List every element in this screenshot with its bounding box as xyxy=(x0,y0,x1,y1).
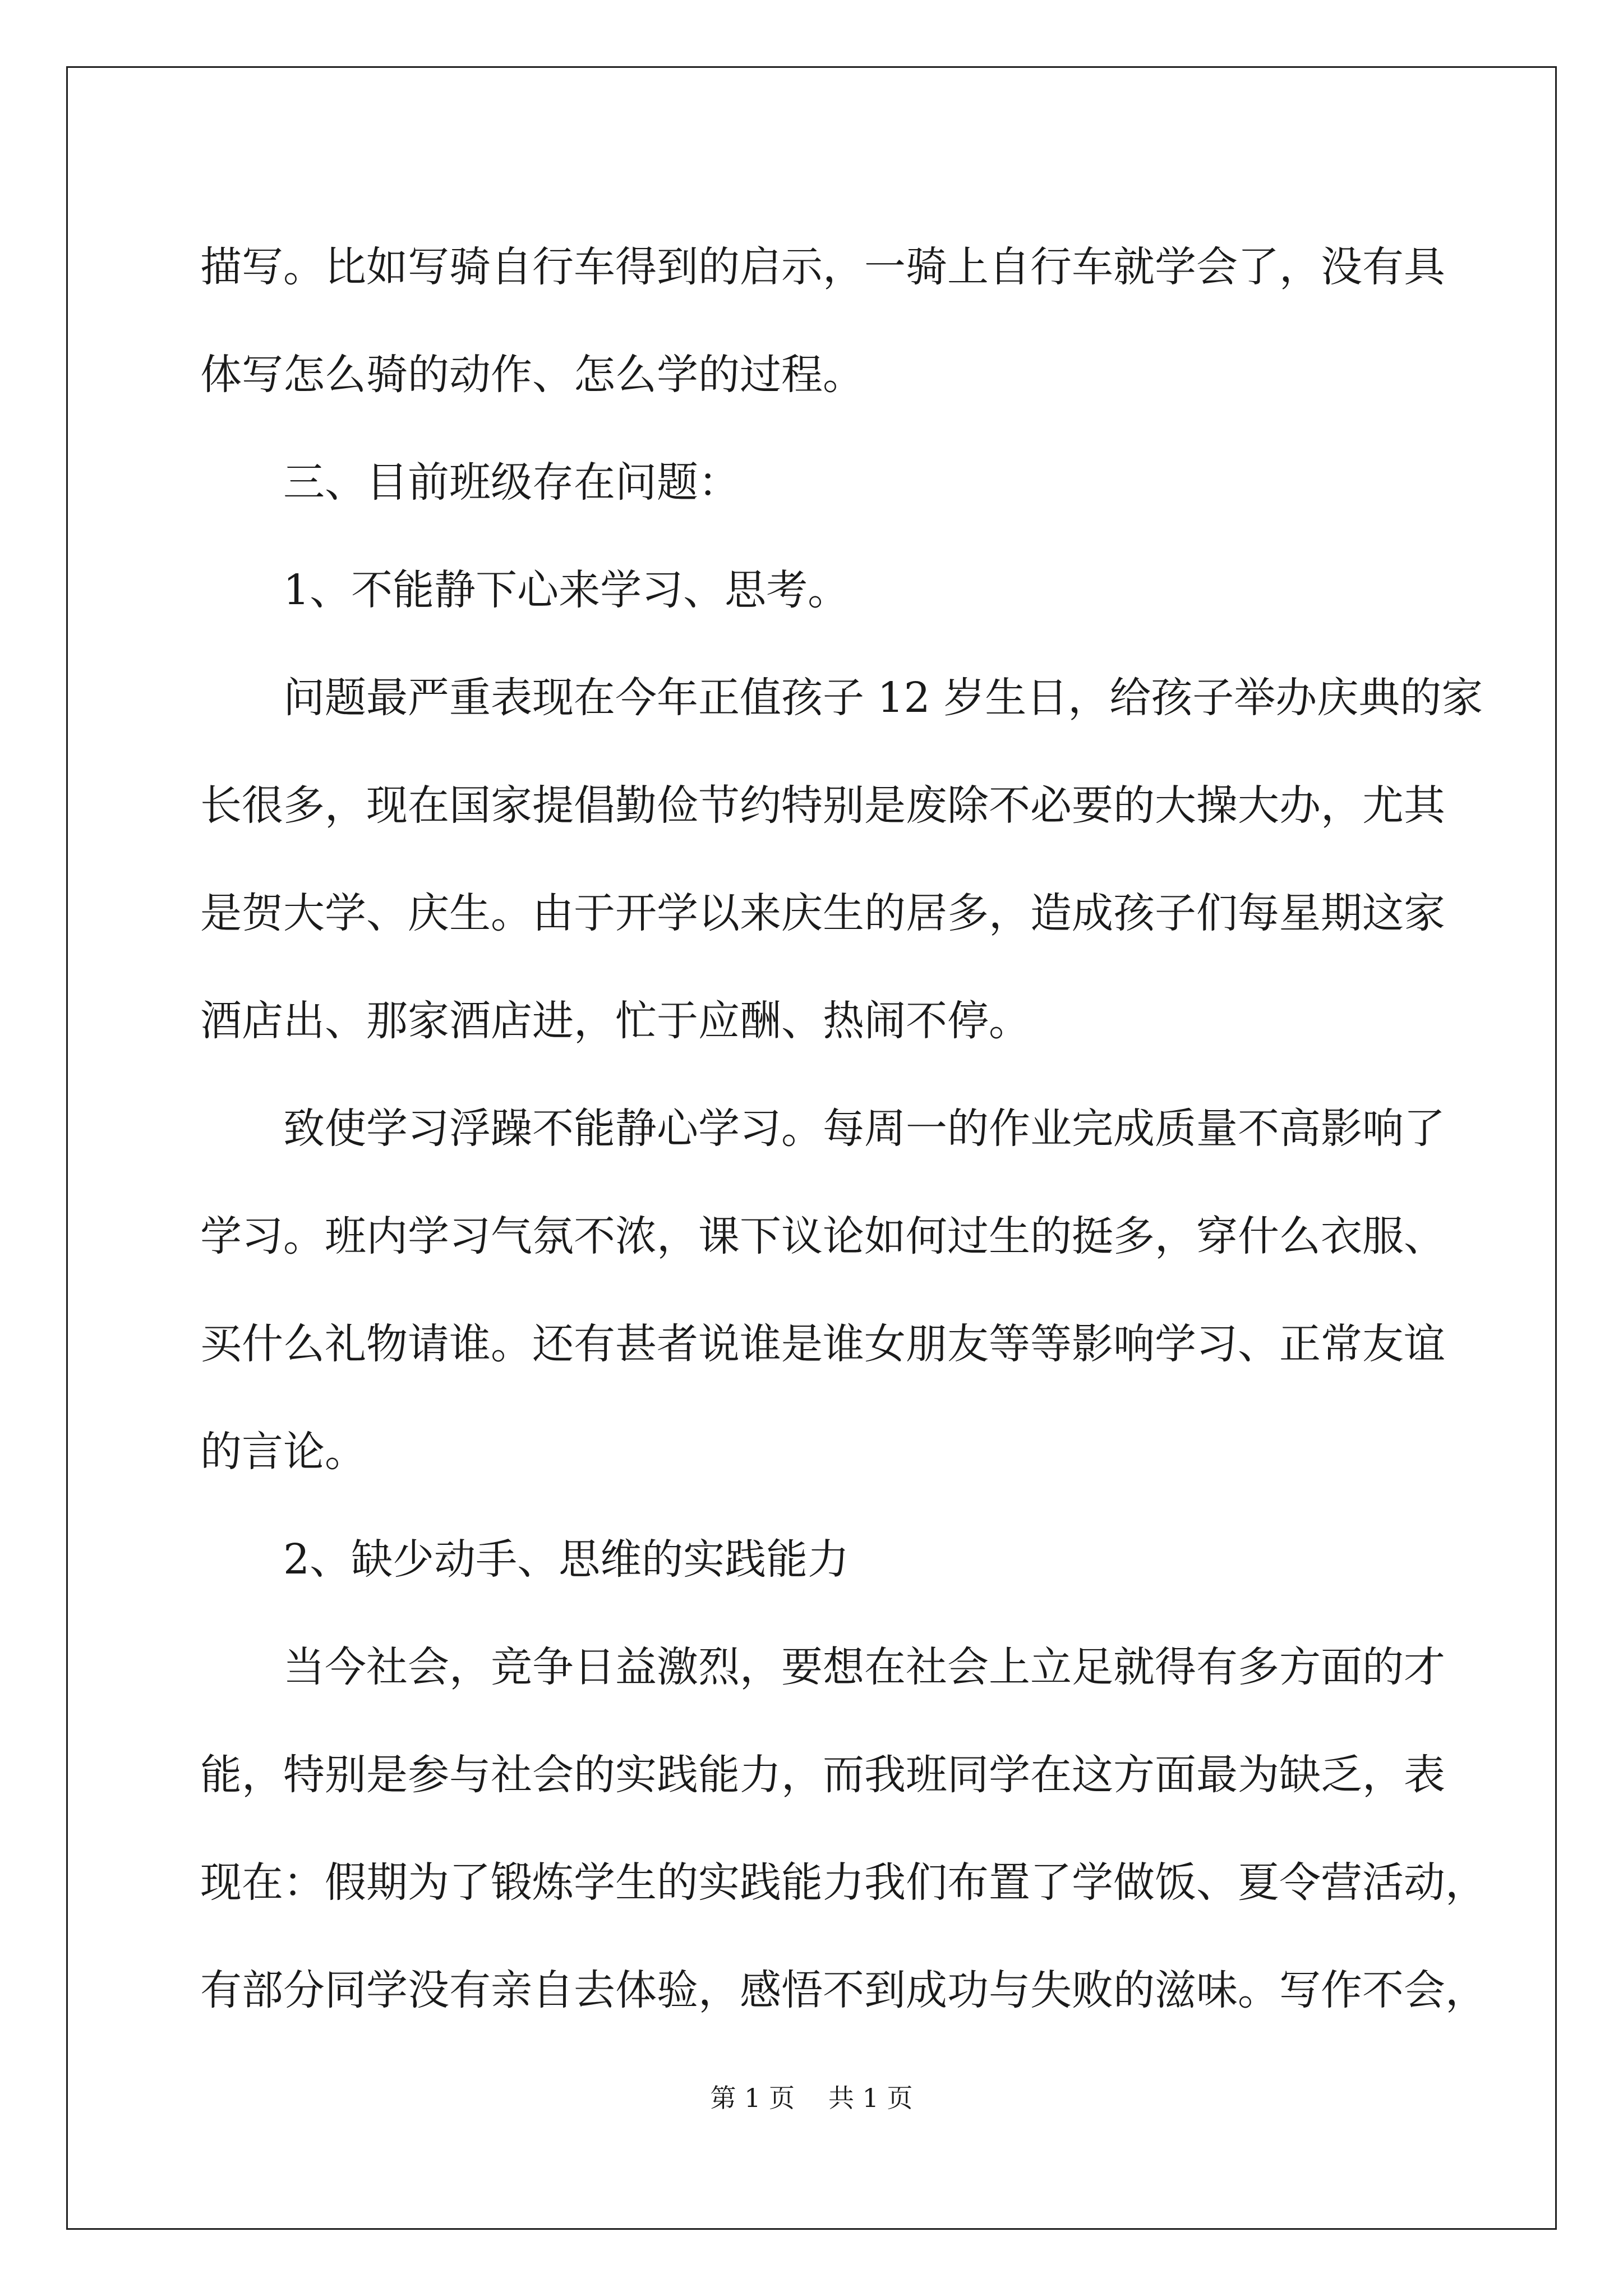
text-line: 问题最严重表现在今年正值孩子 12 岁生日，给孩子举办庆典的家 xyxy=(283,674,1483,722)
text-line: 三、目前班级存在问题： xyxy=(283,458,740,507)
text-line: 1、不能静下心来学习、思考。 xyxy=(283,566,850,614)
text-line: 现在：假期为了锻炼学生的实践能力我们布置了学做饭、夏令营活动， xyxy=(200,1858,1487,1907)
text-line: 描写。比如写骑自行车得到的启示，一骑上自行车就学会了，没有具 xyxy=(200,243,1445,291)
text-line: 当今社会，竞争日益激烈，要想在社会上立足就得有多方面的才 xyxy=(283,1643,1445,1691)
text-line: 能，特别是参与社会的实践能力，而我班同学在这方面最为缺乏，表 xyxy=(200,1751,1445,1799)
text-line: 买什么礼物请谁。还有甚者说谁是谁女朋友等等影响学习、正常友谊 xyxy=(200,1320,1445,1368)
text-line: 酒店出、那家酒店进，忙于应酬、热闹不停。 xyxy=(200,997,1030,1045)
page-number: 第 1 页 xyxy=(710,2083,795,2113)
page-footer xyxy=(0,2081,1623,2115)
text-line: 有部分同学没有亲自去体验，感悟不到成功与失败的滋味。写作不会， xyxy=(200,1966,1487,2014)
page-total: 共 1 页 xyxy=(828,2083,913,2113)
text-line: 的言论。 xyxy=(200,1428,366,1476)
text-line: 长很多，现在国家提倡勤俭节约特别是废除不必要的大操大办，尤其 xyxy=(200,781,1445,830)
text-line: 致使学习浮躁不能静心学习。每周一的作业完成质量不高影响了 xyxy=(283,1105,1445,1153)
text-line: 是贺大学、庆生。由于开学以来庆生的居多，造成孩子们每星期这家 xyxy=(200,889,1445,937)
document-body xyxy=(200,213,1487,2044)
text-line: 2、缺少动手、思维的实践能力 xyxy=(283,1535,850,1584)
text-line: 体写怎么骑的动作、怎么学的过程。 xyxy=(200,351,864,399)
text-line: 学习。班内学习气氛不浓，课下议论如何过生的挺多，穿什么衣服、 xyxy=(200,1212,1445,1260)
